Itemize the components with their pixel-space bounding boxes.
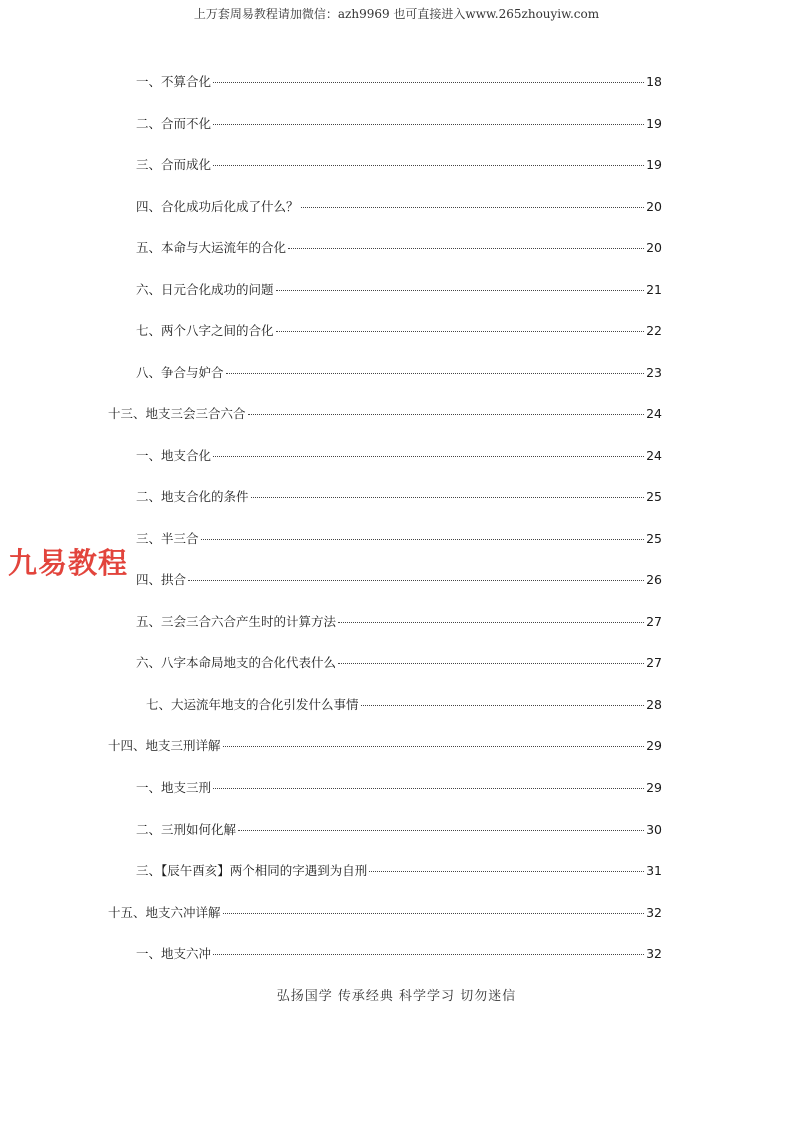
toc-page-number: 27	[646, 655, 662, 670]
dot-leader	[213, 164, 644, 166]
toc-page-number: 28	[646, 697, 662, 712]
dot-leader	[213, 81, 644, 83]
dot-leader	[338, 662, 644, 664]
toc-page-number: 31	[646, 863, 662, 878]
toc-row[interactable]	[136, 779, 662, 797]
toc-row[interactable]	[146, 696, 662, 714]
toc-row[interactable]	[136, 156, 662, 174]
toc-page-number: 25	[646, 531, 662, 546]
page-footer: 弘扬国学 传承经典 科学学习 切勿迷信	[276, 989, 517, 1004]
toc-label: 二、合而不化	[136, 116, 212, 131]
dot-leader	[213, 123, 644, 125]
toc-label: 七、两个八字之间的合化	[136, 323, 274, 338]
toc-row[interactable]	[136, 530, 662, 548]
toc-page-number: 21	[646, 282, 662, 297]
toc-page-number: 24	[646, 448, 662, 463]
toc-label: 四、拱合	[136, 572, 187, 587]
toc-page-number: 19	[646, 116, 662, 131]
toc-label: 四、合化成功后化成了什么？	[136, 199, 299, 214]
toc-page-number: 22	[646, 323, 662, 338]
dot-leader	[301, 206, 645, 208]
toc-page-number: 29	[646, 780, 662, 795]
dot-leader	[213, 787, 644, 789]
toc-label: 六、八字本命局地支的合化代表什么	[136, 655, 337, 670]
dot-leader	[248, 413, 645, 415]
toc-page-number: 20	[646, 199, 662, 214]
dot-leader	[251, 496, 645, 498]
toc-label: 二、三刑如何化解	[136, 822, 237, 837]
toc-page-number: 32	[646, 905, 662, 920]
toc-row[interactable]	[136, 654, 662, 672]
toc-label: 十五、地支六冲详解	[108, 905, 221, 920]
toc-row[interactable]	[136, 364, 662, 382]
toc-page-number: 23	[646, 365, 662, 380]
toc-label: 三、半三合	[136, 531, 199, 546]
dot-leader	[276, 330, 645, 332]
toc-label: 六、日元合化成功的问题	[136, 282, 274, 297]
dot-leader	[188, 579, 644, 581]
toc-label: 三、【辰午酉亥】两个相同的字遇到为自刑	[136, 863, 368, 878]
toc-label: 十三、地支三会三合六合	[108, 406, 246, 421]
toc-row[interactable]	[136, 281, 662, 299]
toc-label: 三、合而成化	[136, 157, 212, 172]
dot-leader	[288, 247, 644, 249]
toc-label: 十四、地支三刑详解	[108, 738, 221, 753]
toc-page-number: 25	[646, 489, 662, 504]
dot-leader	[338, 621, 644, 623]
toc-label: 一、地支六冲	[136, 946, 212, 961]
toc-row[interactable]	[136, 198, 662, 216]
toc-page-number: 32	[646, 946, 662, 961]
toc-page-number: 24	[646, 406, 662, 421]
toc-label: 八、争合与妒合	[136, 365, 224, 380]
dot-leader	[201, 538, 645, 540]
toc-page-number: 26	[646, 572, 662, 587]
toc-page-number: 19	[646, 157, 662, 172]
toc-row[interactable]	[136, 862, 662, 880]
toc-row[interactable]	[136, 115, 662, 133]
toc-page-number: 20	[646, 240, 662, 255]
dot-leader	[361, 704, 645, 706]
toc-label: 二、地支合化的条件	[136, 489, 249, 504]
toc-page-number: 30	[646, 822, 662, 837]
toc-row[interactable]	[136, 488, 662, 506]
toc-row[interactable]	[136, 322, 662, 340]
toc-row[interactable]	[108, 737, 662, 755]
toc-row[interactable]	[136, 945, 662, 963]
watermark-logo: 九易教程	[8, 546, 129, 580]
dot-leader	[238, 829, 644, 831]
toc-row[interactable]	[136, 613, 662, 631]
toc-page-number: 29	[646, 738, 662, 753]
dot-leader	[223, 912, 645, 914]
toc-page-number: 27	[646, 614, 662, 629]
toc-label: 一、不算合化	[136, 74, 212, 89]
dot-leader	[276, 289, 645, 291]
toc-label: 七、大运流年地支的合化引发什么事情	[146, 697, 359, 712]
toc-label: 五、本命与大运流年的合化	[136, 240, 287, 255]
toc-row[interactable]	[108, 904, 662, 922]
dot-leader	[213, 455, 644, 457]
toc-row[interactable]	[136, 239, 662, 257]
dot-leader	[226, 372, 645, 374]
dot-leader	[369, 870, 644, 872]
page-header: 上万套周易教程请加微信：azh9969 也可直接进入www.265zhouyiw.com	[193, 7, 600, 21]
toc-label: 一、地支合化	[136, 448, 212, 463]
toc-row[interactable]	[136, 73, 662, 91]
toc-page-number: 18	[646, 74, 662, 89]
dot-leader	[213, 953, 644, 955]
toc-row[interactable]	[136, 821, 662, 839]
dot-leader	[223, 745, 645, 747]
toc-row[interactable]	[108, 405, 662, 423]
toc-label: 一、地支三刑	[136, 780, 212, 795]
toc-label: 五、三会三合六合产生时的计算方法	[136, 614, 337, 629]
toc-row[interactable]	[136, 447, 662, 465]
toc-row[interactable]	[136, 571, 662, 589]
